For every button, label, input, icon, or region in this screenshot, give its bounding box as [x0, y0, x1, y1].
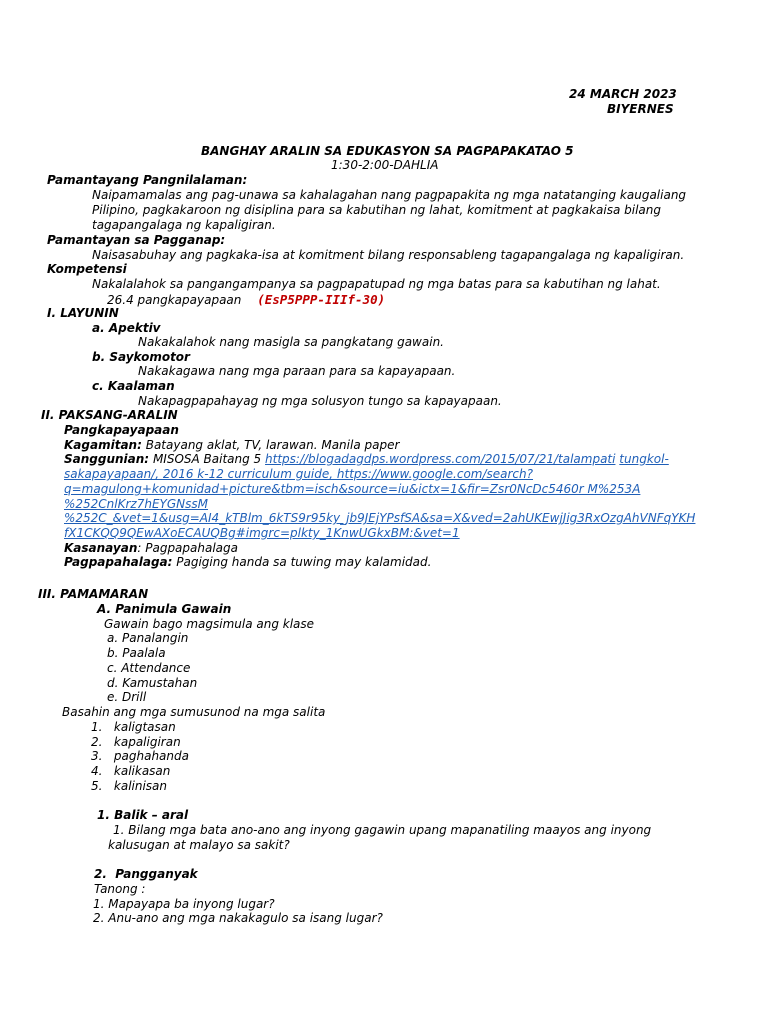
- reference-link[interactable]: %252C_&vet=1&usg=AI4_kTBlm_6kTS9r95ky_jb9JEjYPsfSA&sa=X&ved=2ahUKEwjJig3RxOzgAhVNFqYKH: [64, 511, 696, 525]
- pagpapahalaga-value: Pagiging handa sa tuwing may kalamidad.: [176, 555, 432, 569]
- kasanayan-row: [64, 541, 238, 556]
- page-title: BANGHAY ARALIN SA EDUKASYON SA PAGPAPAKATAO 5: [201, 144, 574, 158]
- kagamitan-label: Kagamitan:: [64, 438, 142, 452]
- pagpapahalaga-row: [64, 555, 431, 570]
- gawain-item: b. Paalala: [107, 646, 166, 660]
- layunin-item-text: Nakakagawa nang mga paraan para sa kapayapaan.: [138, 364, 456, 378]
- reference-link[interactable]: tungkol-: [619, 452, 669, 466]
- reference-link[interactable]: %252CnlKrz7hEYGNssM: [64, 497, 209, 511]
- reference-link[interactable]: https://blogadagdps.wordpress.com/2015/07/21/talampati: [265, 452, 616, 466]
- pamantayan-sa-pagganap-heading: Pamantayan sa Pagganap:: [47, 233, 226, 247]
- balik-aral-line: kalusugan at malayo sa sakit?: [108, 838, 290, 852]
- kompetensi-text: Nakalalahok sa pangangampanya sa pagpapatupad ng mga batas para sa kabutihan ng lahat.: [92, 277, 661, 291]
- word-item: 1. kaligtasan: [91, 720, 176, 734]
- layunin-item-text: Nakapagpapahayag ng mga solusyon tungo sa kapayapaan.: [138, 394, 502, 408]
- pamantayang-pangnilalaman-heading: Pamantayang Pangnilalaman:: [47, 173, 248, 187]
- layunin-item-label: b. Saykomotor: [92, 350, 190, 364]
- word-item: 4. kalikasan: [91, 764, 171, 778]
- layunin-item-label: c. Kaalaman: [92, 379, 175, 393]
- kagamitan-row: [64, 438, 399, 453]
- gawain-intro: Gawain bago magsimula ang klase: [104, 617, 315, 631]
- day: BIYERNES: [607, 102, 674, 116]
- kompetensi-sub: [107, 292, 385, 308]
- balik-aral-line: 1. Bilang mga bata ano-ano ang inyong gagawin upang mapanatiling maayos ang inyong: [113, 823, 652, 837]
- panimula-gawain-heading: A. Panimula Gawain: [97, 602, 232, 616]
- layunin-item-text: Nakakalahok nang masigla sa pangkatang gawain.: [138, 335, 444, 349]
- gawain-item: d. Kamustahan: [107, 676, 198, 690]
- tanong-label: Tanong :: [94, 882, 146, 896]
- balik-aral-heading: 1. Balik – aral: [97, 808, 189, 822]
- pamamaran-heading: III. PAMAMARAN: [38, 587, 149, 601]
- word-item: 5. kalinisan: [91, 779, 168, 793]
- pamantayan-sa-pagganap-text: Naisasabuhay ang pagkaka-isa at komitment bilang responsableng tagapangalaga ng kapaligiran.: [92, 248, 685, 262]
- word-item: 3. paghahanda: [91, 749, 189, 763]
- pagpapahalaga-label: Pagpapahalaga:: [64, 555, 173, 569]
- question-item: 1. Mapayapa ba inyong lugar?: [93, 897, 275, 911]
- question-item: 2. Anu-ano ang mga nakakagulo sa isang lugar?: [93, 911, 383, 925]
- basahin-instruction: Basahin ang mga sumusunod na mga salita: [62, 705, 326, 719]
- kompetensi-heading: Kompetensi: [47, 262, 127, 276]
- sanggunian-value: MISOSA Baitang 5: [152, 452, 262, 466]
- sanggunian-label: Sanggunian:: [64, 452, 150, 466]
- sanggunian-row: [64, 452, 669, 467]
- gawain-item: a. Panalangin: [107, 631, 189, 645]
- kagamitan-value: Batayang aklat, TV, larawan. Manila paper: [145, 438, 400, 452]
- reference-link[interactable]: fX1CKQQ9QEwAXoECAUQBg#imgrc=plkty_1KnwUGkxBM:&vet=1: [64, 526, 460, 540]
- pamantayang-pangnilalaman-line: tagapangalaga ng kapaligiran.: [92, 218, 276, 232]
- layunin-heading: I. LAYUNIN: [47, 306, 119, 320]
- pangganyak-heading: 2. Pangganyak: [94, 867, 198, 881]
- gawain-item: e. Drill: [107, 690, 147, 704]
- kasanayan-value: : Pagpapahalaga: [137, 541, 238, 555]
- reference-link[interactable]: sakapayapaan/, 2016 k-12 curriculum guide, https://www.google.com/search?: [64, 467, 534, 481]
- kompetensi-code: (EsP5PPP-IIIf-30): [257, 292, 386, 307]
- kompetensi-sub-label: 26.4 pangkapayapaan: [107, 293, 242, 307]
- reference-link[interactable]: q=magulong+komunidad+picture&tbm=isch&source=iu&ictx=1&fir=Zsr0NcDc5460r M%253A: [64, 482, 641, 496]
- layunin-item-label: a. Apektiv: [92, 321, 161, 335]
- gawain-item: c. Attendance: [107, 661, 191, 675]
- page-subtitle: 1:30-2:00-DAHLIA: [331, 158, 439, 172]
- paksang-aralin-heading: II. PAKSANG-ARALIN: [41, 408, 178, 422]
- word-item: 2. kapaligiran: [91, 735, 181, 749]
- pamantayang-pangnilalaman-line: Naipamamalas ang pag-unawa sa kahalagahan nang pagpapakita ng mga natatanging kaugaliang: [92, 188, 687, 202]
- kasanayan-label: Kasanayan: [64, 541, 138, 555]
- paksang-aralin-topic: Pangkapayapaan: [64, 423, 179, 437]
- pamantayang-pangnilalaman-line: Pilipino, pagkakaroon ng disiplina para sa kabutihan ng lahat, komitment at pagkakaisa bilang: [92, 203, 661, 217]
- date: 24 MARCH 2023: [569, 87, 677, 101]
